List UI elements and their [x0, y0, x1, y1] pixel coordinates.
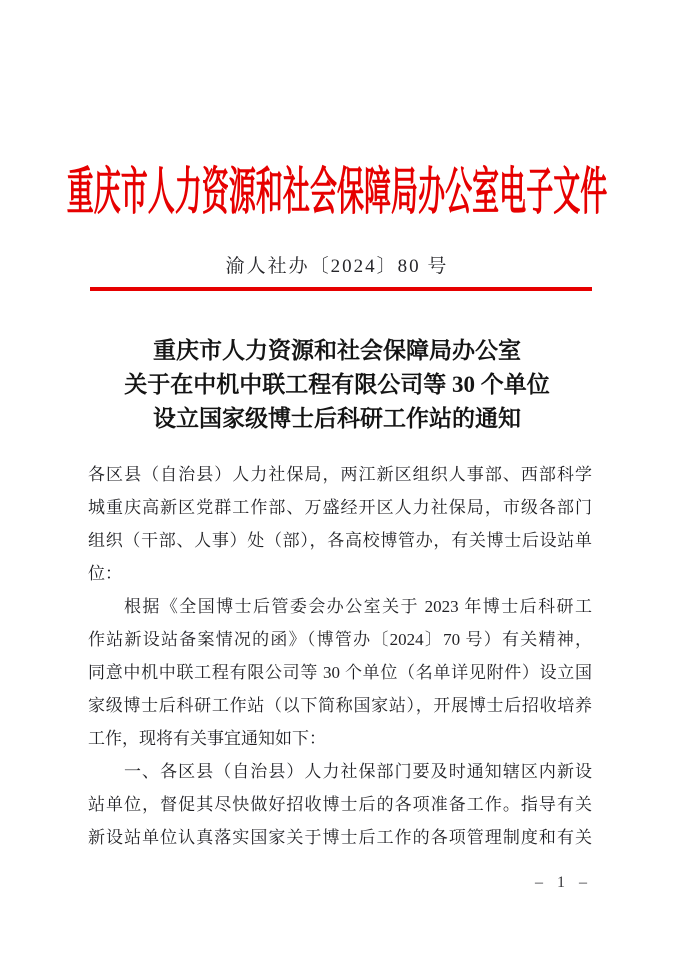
- body-text-line: 城重庆高新区党群工作部、万盛经开区人力社保局，市级各部门: [88, 498, 592, 517]
- body-text-line: 同意中机中联工程有限公司等 30 个单位（名单详见附件）设立国: [88, 663, 592, 682]
- document-title-line: 重庆市人力资源和社会保障局办公室: [153, 338, 521, 363]
- page-number: – 1 –: [535, 874, 592, 891]
- body-text-line: 组织（干部、人事）处（部），各高校博管办，有关博士后设站单: [88, 531, 592, 550]
- body-text-line: 新设站单位认真落实国家关于博士后工作的各项管理制度和有关: [88, 828, 592, 847]
- document-title: [0, 334, 674, 436]
- body-text-line: 家级博士后科研工作站（以下简称国家站），开展博士后招收培养: [88, 696, 592, 715]
- red-divider-line: [90, 287, 592, 291]
- agency-masthead-title: 重庆市人力资源和社会保障局办公室电子文件: [66, 165, 608, 221]
- body-text-line: 位：: [88, 564, 122, 583]
- body-text-line: 一、各区县（自治县）人力社保部门要及时通知辖区内新设: [124, 762, 592, 781]
- body-text-line: 各区县（自治县）人力社保局，两江新区组织人事部、西部科学: [88, 465, 592, 484]
- body-text-line: 作站新设站备案情况的函》（博管办〔2024〕70 号）有关精神，: [88, 630, 592, 649]
- document-title-line: 关于在中机中联工程有限公司等 30 个单位: [124, 372, 550, 397]
- document-title-line: 设立国家级博士后科研工作站的通知: [153, 406, 521, 431]
- body-text-line: 站单位，督促其尽快做好招收博士后的各项准备工作。指导有关: [88, 795, 592, 814]
- body-text-line: 工作，现将有关事宜通知如下：: [88, 729, 326, 748]
- document-number: 渝人社办〔2024〕80 号: [225, 256, 449, 277]
- document-body: [88, 458, 592, 854]
- body-text-line: 根据《全国博士后管委会办公室关于 2023 年博士后科研工: [124, 597, 592, 616]
